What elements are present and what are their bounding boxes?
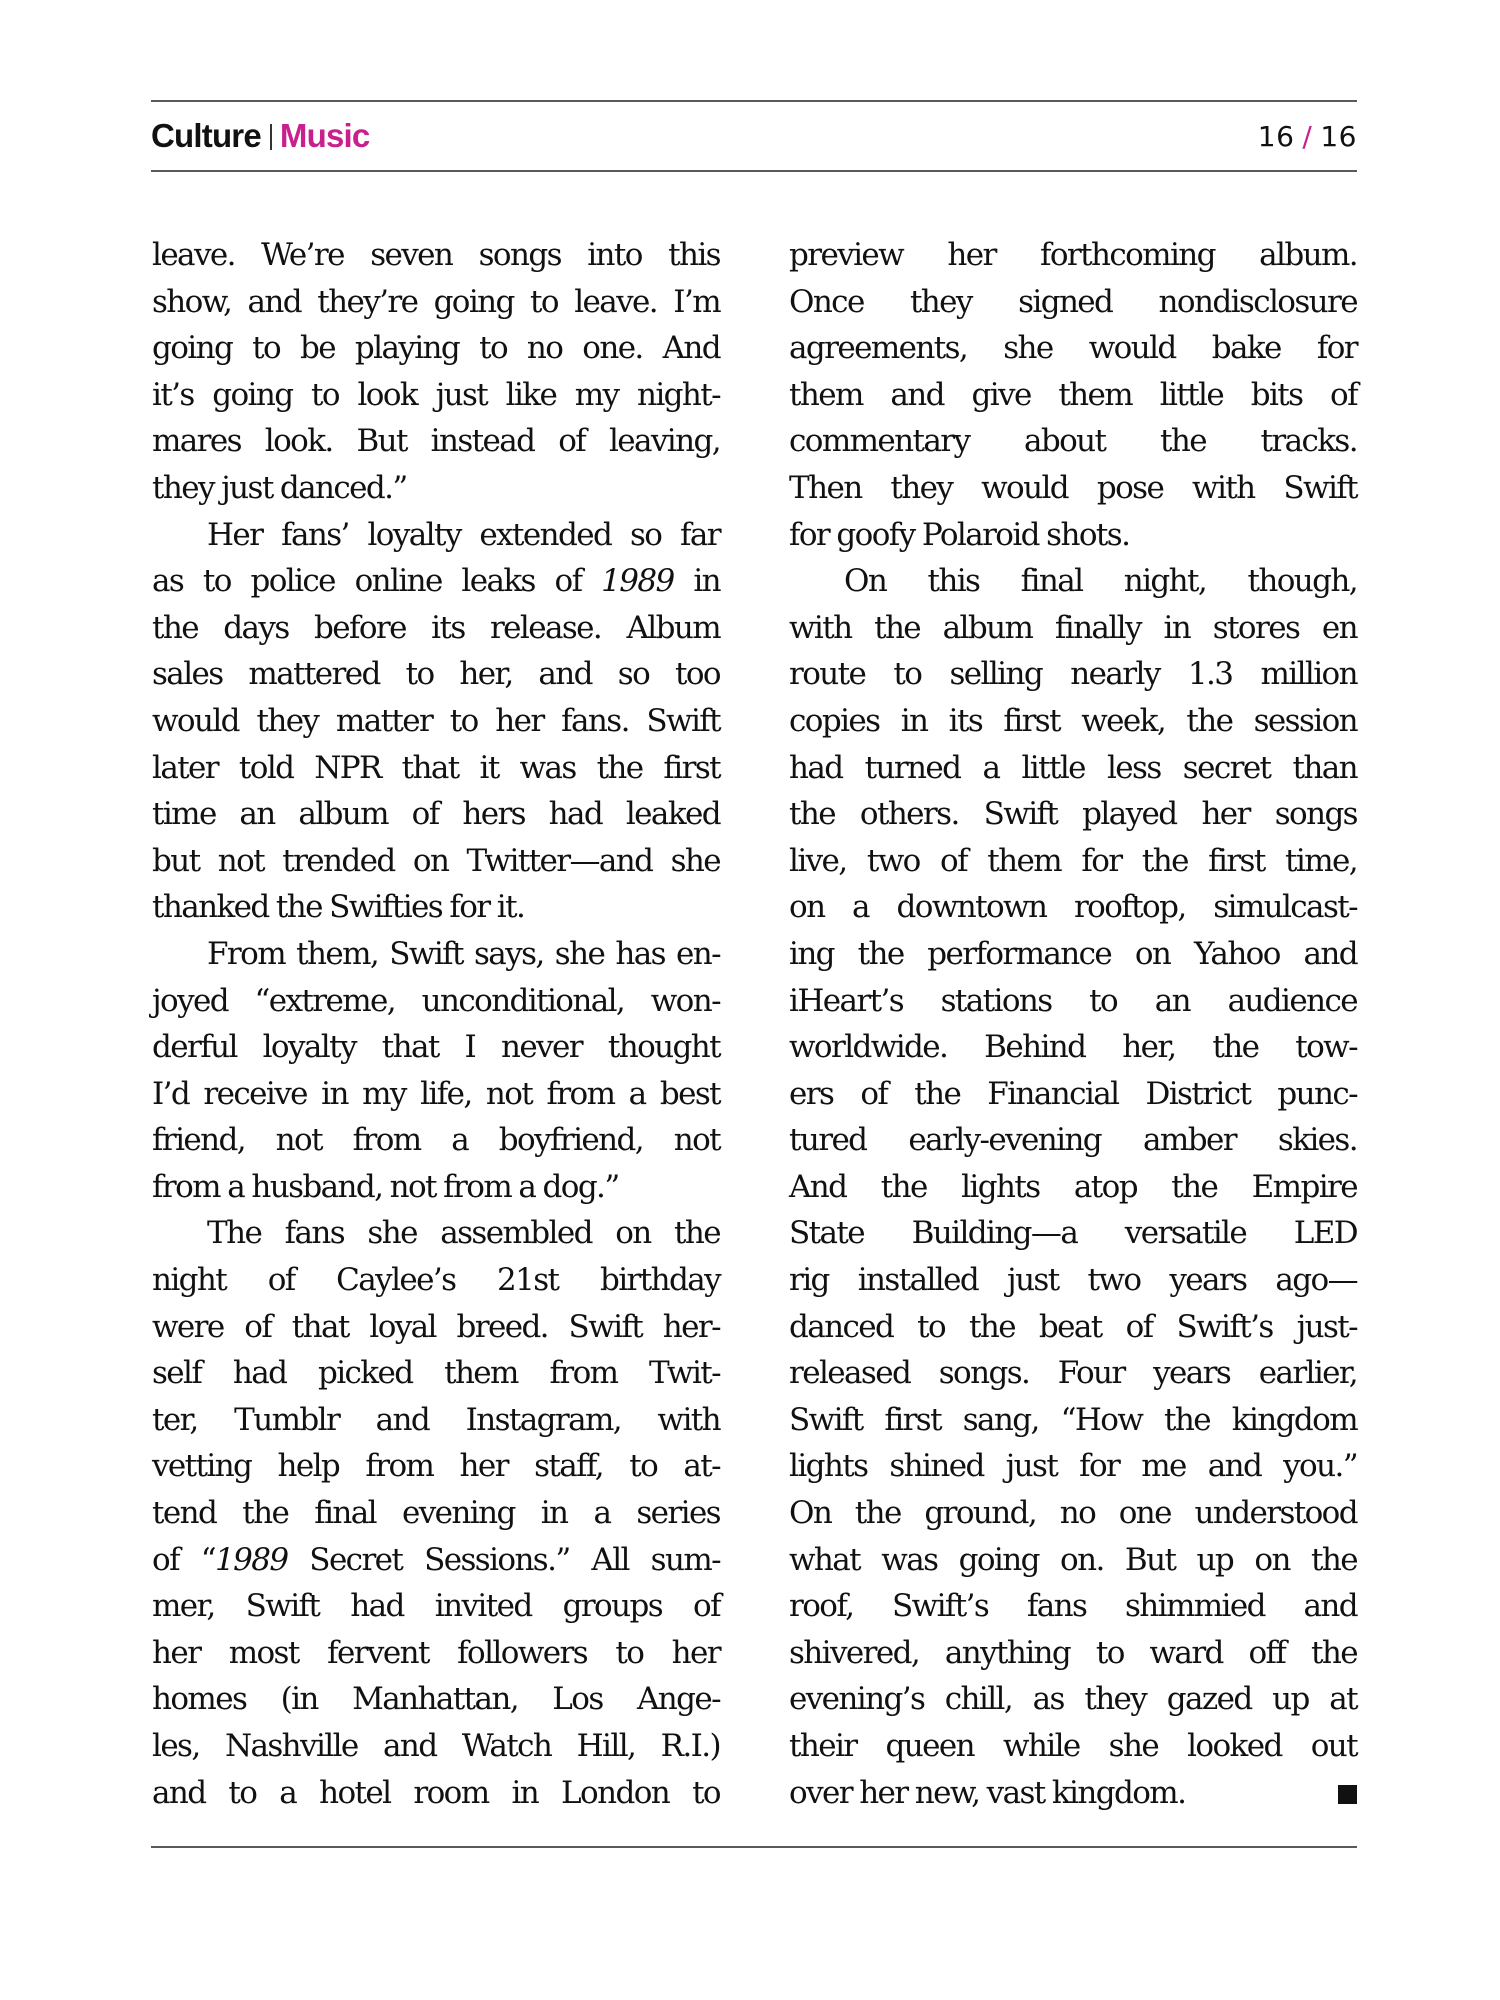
section-divider bbox=[270, 124, 272, 150]
text-line bbox=[789, 279, 1357, 326]
text-line bbox=[789, 1164, 1357, 1211]
line-text: the others. Swift played her songs bbox=[789, 796, 1357, 833]
text-line bbox=[152, 651, 720, 698]
text-line bbox=[152, 698, 720, 745]
text-line bbox=[789, 605, 1357, 652]
text-line bbox=[789, 1537, 1357, 1584]
line-text: Her fans’ loyalty extended so far bbox=[207, 516, 720, 553]
text-line bbox=[152, 1583, 720, 1630]
line-text: tend the final evening in a series bbox=[152, 1495, 720, 1532]
line-text: leave. We’re seven songs into this bbox=[152, 237, 720, 273]
text-line bbox=[152, 1537, 720, 1584]
line-text: mer, Swift had invited groups of bbox=[152, 1588, 720, 1625]
line-text: them and give them little bits of bbox=[789, 376, 1357, 413]
text-line bbox=[789, 465, 1357, 512]
text-line bbox=[152, 232, 720, 279]
text-line bbox=[789, 931, 1357, 978]
text-line bbox=[152, 838, 720, 885]
line-text: the days before its release. Album bbox=[152, 609, 720, 646]
text-line bbox=[152, 1770, 720, 1817]
text-line bbox=[789, 1397, 1357, 1444]
text-line bbox=[789, 838, 1357, 885]
line-text: agreements, she would bake for bbox=[789, 330, 1357, 367]
text-line bbox=[789, 232, 1357, 279]
line-text: were of that loyal breed. Swift her- bbox=[152, 1308, 720, 1345]
text-line bbox=[789, 1024, 1357, 1071]
text-line bbox=[789, 1071, 1357, 1118]
line-text: but not trended on Twitter—and she bbox=[152, 842, 720, 879]
line-text: ers of the Financial District punc- bbox=[789, 1075, 1357, 1112]
text-line bbox=[152, 279, 720, 326]
line-text: shivered, anything to ward off the bbox=[789, 1634, 1357, 1671]
line-text: From them, Swift says, she has en- bbox=[207, 935, 720, 972]
line-text: joyed “extreme, unconditional, won- bbox=[152, 982, 720, 1019]
line-text: On this final night, though, bbox=[844, 563, 1357, 600]
text-line bbox=[152, 884, 720, 931]
line-text: Once they signed nondisclosure bbox=[789, 283, 1357, 320]
line-text: derful loyalty that I never thought bbox=[152, 1029, 720, 1066]
text-line bbox=[789, 1350, 1357, 1397]
line-text: les, Nashville and Watch Hill, R.I.) bbox=[152, 1728, 720, 1764]
text-line bbox=[789, 1723, 1357, 1770]
line-text: Then they would pose with Swift bbox=[789, 469, 1357, 506]
text-line bbox=[789, 1676, 1357, 1723]
line-text: of “1989 Secret Sessions.” All sum- bbox=[152, 1541, 720, 1578]
album-title: 1989 bbox=[215, 1541, 288, 1578]
text-line bbox=[152, 1210, 720, 1257]
section-label bbox=[151, 117, 369, 155]
line-text: And the lights atop the Empire bbox=[789, 1168, 1357, 1205]
page-total: 16 bbox=[1320, 119, 1357, 153]
line-text: homes (in Manhattan, Los Ange- bbox=[152, 1681, 720, 1718]
line-text: mares look. But instead of leaving, bbox=[152, 423, 720, 460]
text-line bbox=[152, 1350, 720, 1397]
text-line bbox=[789, 651, 1357, 698]
line-text: on a downtown rooftop, simulcast- bbox=[789, 889, 1357, 926]
text-line bbox=[789, 1117, 1357, 1164]
line-text: roof, Swift’s fans shimmied and bbox=[789, 1588, 1357, 1625]
text-line bbox=[152, 791, 720, 838]
line-text: ing the performance on Yahoo and bbox=[789, 935, 1357, 972]
line-text: preview her forthcoming album. bbox=[789, 237, 1357, 273]
line-text: going to be playing to no one. And bbox=[152, 330, 720, 367]
line-text: her most fervent followers to her bbox=[152, 1634, 720, 1671]
page-counter bbox=[1258, 120, 1357, 153]
text-line bbox=[152, 558, 720, 605]
text-line bbox=[152, 512, 720, 559]
album-title: 1989 bbox=[601, 563, 674, 600]
line-text: On the ground, no one understood bbox=[789, 1495, 1357, 1532]
text-line bbox=[789, 1583, 1357, 1630]
line-text: time an album of hers had leaked bbox=[152, 796, 720, 833]
line-text: it’s going to look just like my night- bbox=[152, 376, 720, 413]
text-line bbox=[152, 372, 720, 419]
text-line bbox=[152, 1723, 720, 1770]
text-line bbox=[152, 745, 720, 792]
line-text: commentary about the tracks. bbox=[789, 423, 1357, 460]
text-line bbox=[152, 1257, 720, 1304]
end-mark-icon bbox=[1338, 1785, 1357, 1804]
text-line bbox=[152, 465, 720, 512]
line-text: ter, Tumblr and Instagram, with bbox=[152, 1401, 720, 1438]
line-text: self had picked them from Twit- bbox=[152, 1355, 720, 1392]
right-column bbox=[789, 232, 1357, 1816]
text-line bbox=[789, 1490, 1357, 1537]
text-line bbox=[152, 1630, 720, 1677]
text-line bbox=[152, 978, 720, 1025]
line-text: they just danced.” bbox=[152, 469, 407, 506]
line-text: as to police online leaks of 1989 in bbox=[152, 563, 720, 600]
line-text: lights shined just for me and you.” bbox=[789, 1448, 1357, 1485]
text-line bbox=[789, 1210, 1357, 1257]
text-line bbox=[789, 1257, 1357, 1304]
line-text: show, and they’re going to leave. I’m bbox=[152, 283, 720, 320]
line-text: what was going on. But up on the bbox=[789, 1541, 1357, 1578]
text-line bbox=[152, 325, 720, 372]
line-text: State Building—a versatile LED bbox=[789, 1215, 1357, 1252]
text-line bbox=[789, 1770, 1357, 1817]
line-text: evening’s chill, as they gazed up at bbox=[789, 1681, 1357, 1718]
text-line bbox=[152, 1397, 720, 1444]
line-text: night of Caylee’s 21st birthday bbox=[152, 1262, 720, 1299]
line-text: friend, not from a boyfriend, not bbox=[152, 1122, 720, 1159]
text-line bbox=[152, 1117, 720, 1164]
text-line bbox=[789, 978, 1357, 1025]
text-line bbox=[152, 931, 720, 978]
line-text: worldwide. Behind her, the tow- bbox=[789, 1029, 1357, 1066]
section-music: Music bbox=[279, 117, 370, 154]
text-line bbox=[152, 605, 720, 652]
line-text: Swift first sang, “How the kingdom bbox=[789, 1401, 1357, 1438]
line-text: from a husband, not from a dog.” bbox=[152, 1168, 619, 1205]
text-line bbox=[789, 418, 1357, 465]
text-line bbox=[789, 325, 1357, 372]
line-text: thanked the Swifties for it. bbox=[152, 889, 525, 926]
text-line bbox=[152, 418, 720, 465]
line-text: route to selling nearly 1.3 million bbox=[789, 656, 1357, 693]
line-text: copies in its first week, the session bbox=[789, 702, 1357, 739]
text-line bbox=[789, 745, 1357, 792]
line-text: over her new, vast kingdom. bbox=[789, 1774, 1186, 1811]
text-line bbox=[789, 791, 1357, 838]
line-text: their queen while she looked out bbox=[789, 1728, 1357, 1764]
text-line bbox=[789, 558, 1357, 605]
text-line bbox=[789, 1304, 1357, 1351]
page-header bbox=[151, 104, 1357, 168]
line-text: The fans she assembled on the bbox=[207, 1215, 720, 1252]
text-line bbox=[152, 1164, 720, 1211]
line-text: danced to the beat of Swift’s just- bbox=[789, 1308, 1357, 1345]
text-line bbox=[789, 512, 1357, 559]
header-bottom-rule bbox=[151, 170, 1357, 172]
line-text: with the album finally in stores en bbox=[789, 609, 1357, 646]
text-line bbox=[152, 1071, 720, 1118]
page-current: 16 bbox=[1257, 119, 1295, 153]
line-text: later told NPR that it was the first bbox=[152, 749, 720, 786]
line-text: I’d receive in my life, not from a best bbox=[152, 1075, 720, 1112]
text-line bbox=[789, 372, 1357, 419]
line-text: sales mattered to her, and so too bbox=[152, 656, 720, 693]
text-line bbox=[789, 1630, 1357, 1677]
text-line bbox=[152, 1024, 720, 1071]
text-line bbox=[789, 1443, 1357, 1490]
text-line bbox=[152, 1304, 720, 1351]
left-column bbox=[152, 232, 720, 1816]
text-line bbox=[152, 1490, 720, 1537]
text-line bbox=[152, 1676, 720, 1723]
line-text: released songs. Four years earlier, bbox=[789, 1355, 1357, 1392]
header-top-rule bbox=[151, 100, 1357, 102]
line-text: tured early-evening amber skies. bbox=[789, 1122, 1357, 1159]
line-text: rig installed just two years ago— bbox=[789, 1262, 1357, 1299]
line-text: for goofy Polaroid shots. bbox=[789, 516, 1130, 553]
line-text: and to a hotel room in London to bbox=[152, 1774, 720, 1811]
line-text: vetting help from her staff, to at- bbox=[152, 1448, 720, 1485]
page-separator: / bbox=[1302, 119, 1313, 153]
text-line bbox=[789, 698, 1357, 745]
section-culture: Culture bbox=[151, 117, 261, 154]
line-text: would they matter to her fans. Swift bbox=[152, 702, 720, 739]
text-line bbox=[789, 884, 1357, 931]
text-line bbox=[152, 1443, 720, 1490]
line-text: live, two of them for the first time, bbox=[789, 842, 1357, 879]
line-text: had turned a little less secret than bbox=[789, 749, 1357, 786]
footer-rule bbox=[151, 1846, 1357, 1848]
line-text: iHeart’s stations to an audience bbox=[789, 982, 1357, 1019]
